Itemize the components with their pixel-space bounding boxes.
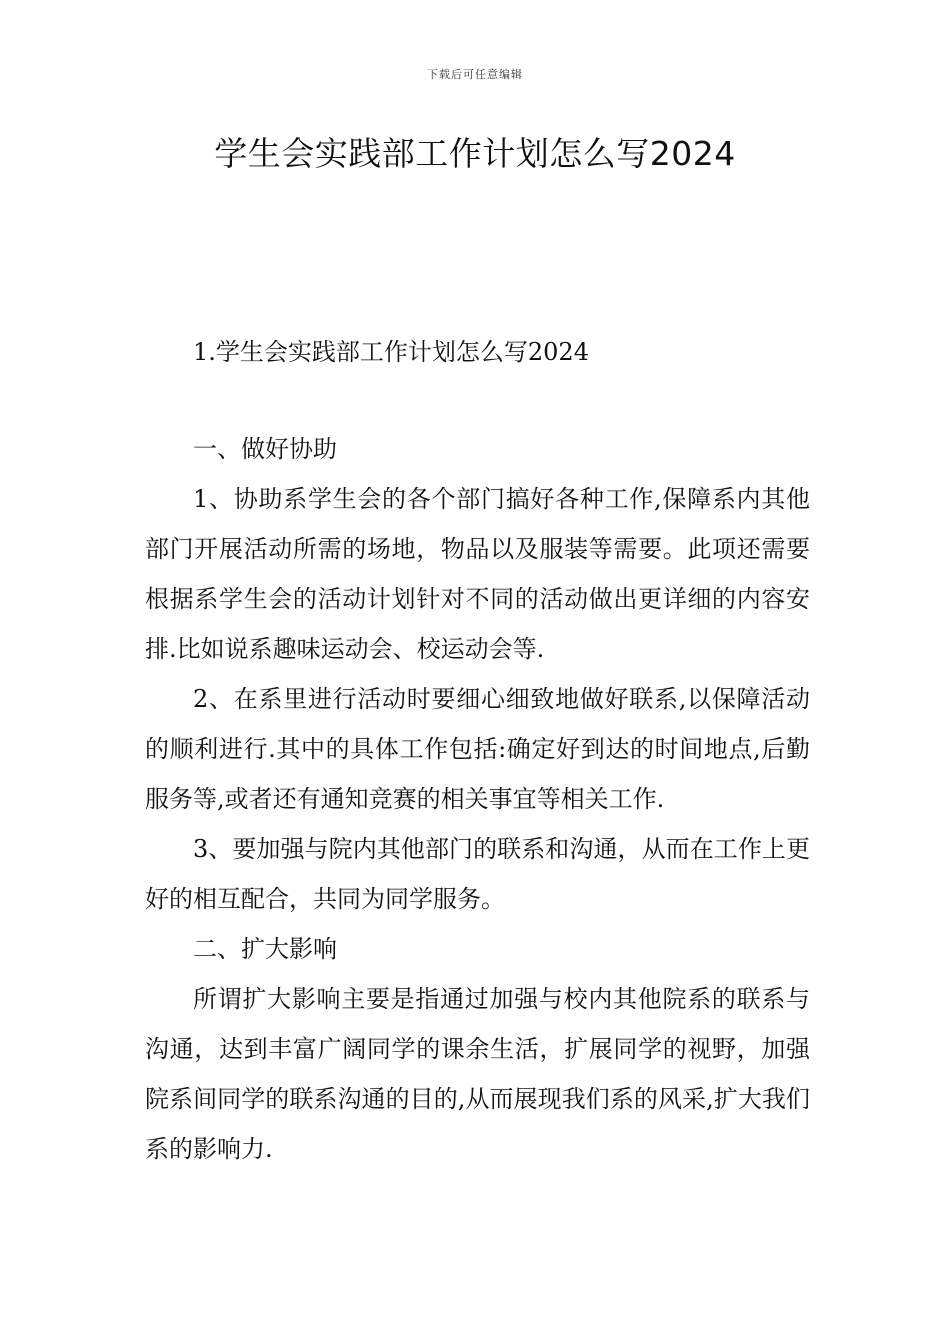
paragraph-1: 1、协助系学生会的各个部门搞好各种工作,保障系内其他部门开展活动所需的场地，物品以及服装等需要。此项还需要根据系学生会的活动计划针对不同的活动做出更详细的内容安排.比如说系趣味运动会、校运动会等.	[145, 485, 810, 663]
paragraph-4: 所谓扩大影响主要是指通过加强与校内其他院系的联系与沟通，达到丰富广阔同学的课余生活，扩展同学的视野，加强院系间同学的联系沟通的目的,从而展现我们系的风采,扩大我们系的影响力.	[145, 985, 810, 1163]
header-note: 下载后可任意编辑	[427, 68, 523, 81]
subtitle: 1.学生会实践部工作计划怎么写2024	[193, 338, 589, 366]
subtitle-block	[145, 327, 810, 377]
page-title: 学生会实践部工作计划怎么写2024	[214, 134, 736, 173]
section-heading-1: 一、做好协助	[193, 435, 337, 463]
document-body	[145, 424, 810, 1174]
paragraph-2: 2、在系里进行活动时要细心细致地做好联系,以保障活动的顺利进行.其中的具体工作包括:确定好到达的时间地点,后勤服务等,或者还有通知竞赛的相关事宜等相关工作.	[145, 685, 810, 813]
paragraph-3: 3、要加强与院内其他部门的联系和沟通，从而在工作上更好的相互配合，共同为同学服务。	[145, 835, 810, 913]
section-heading-2: 二、扩大影响	[193, 935, 337, 963]
